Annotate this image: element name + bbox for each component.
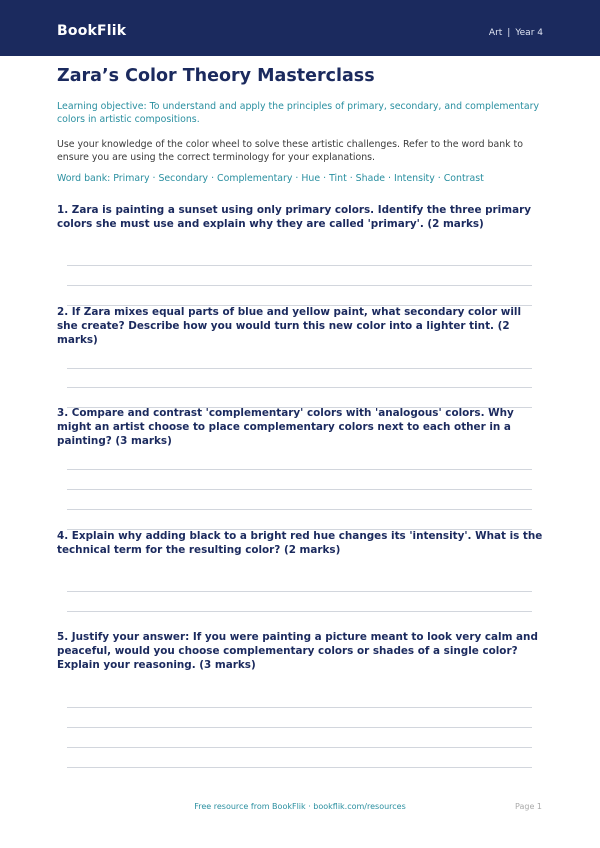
answer-line[interactable] <box>67 285 532 286</box>
question-1: 1. Zara is painting a sunset using only primary colors. Identify the three primary colors she must use and explain why they are called 'primary'. (2 marks) <box>57 204 531 230</box>
answer-line[interactable] <box>67 767 532 768</box>
answer-line[interactable] <box>67 489 532 490</box>
answer-line[interactable] <box>67 591 532 592</box>
footer-text: Free resource from BookFlik · bookflik.com/resources <box>194 802 406 811</box>
year-label: Year 4 <box>515 28 543 38</box>
worksheet-title: Zara’s Color Theory Masterclass <box>57 66 375 86</box>
subject-label: Art <box>488 28 503 38</box>
question-3: 3. Compare and contrast 'complementary' colors with 'analogous' colors. Why might an artist choose to place complementary colors next to each other in a painting? (3 marks) <box>57 407 514 447</box>
answer-line[interactable] <box>67 509 532 510</box>
subject-year-label <box>489 28 543 38</box>
answer-line[interactable] <box>67 747 532 748</box>
brand-logo-text[interactable]: BookFlik <box>57 23 127 39</box>
learning-objective: Learning objective: To understand and apply the principles of primary, secondary, and complementary colors in artistic compositions. <box>57 101 540 126</box>
question-4: 4. Explain why adding black to a bright red hue changes its 'intensity'. What is the technical term for the resulting color? (2 marks) <box>57 530 543 556</box>
answer-line[interactable] <box>67 368 532 369</box>
question-5: 5. Justify your answer: If you were painting a picture meant to look very calm and peaceful, would you choose complementary colors or shades of a single color? Explain your reasoning. (3 marks) <box>57 631 538 671</box>
instructions-text: Use your knowledge of the color wheel to solve these artistic challenges. Refer to the word bank to ensure you are using the correct terminology for your explanations. <box>57 139 523 164</box>
answer-line[interactable] <box>67 707 532 708</box>
answer-line[interactable] <box>67 265 532 266</box>
answer-line[interactable] <box>67 727 532 728</box>
answer-line[interactable] <box>67 611 532 612</box>
page-number: Page 1 <box>515 802 542 811</box>
answer-line[interactable] <box>67 387 532 388</box>
page-header <box>0 0 600 56</box>
word-bank: Word bank: Primary · Secondary · Complementary · Hue · Tint · Shade · Intensity · Contrast <box>57 173 484 184</box>
answer-line[interactable] <box>67 469 532 470</box>
header-separator: | <box>507 28 511 38</box>
question-2: 2. If Zara mixes equal parts of blue and yellow paint, what secondary color will she create? Describe how you would turn this new color into a lighter tint. (2 marks) <box>57 306 522 346</box>
